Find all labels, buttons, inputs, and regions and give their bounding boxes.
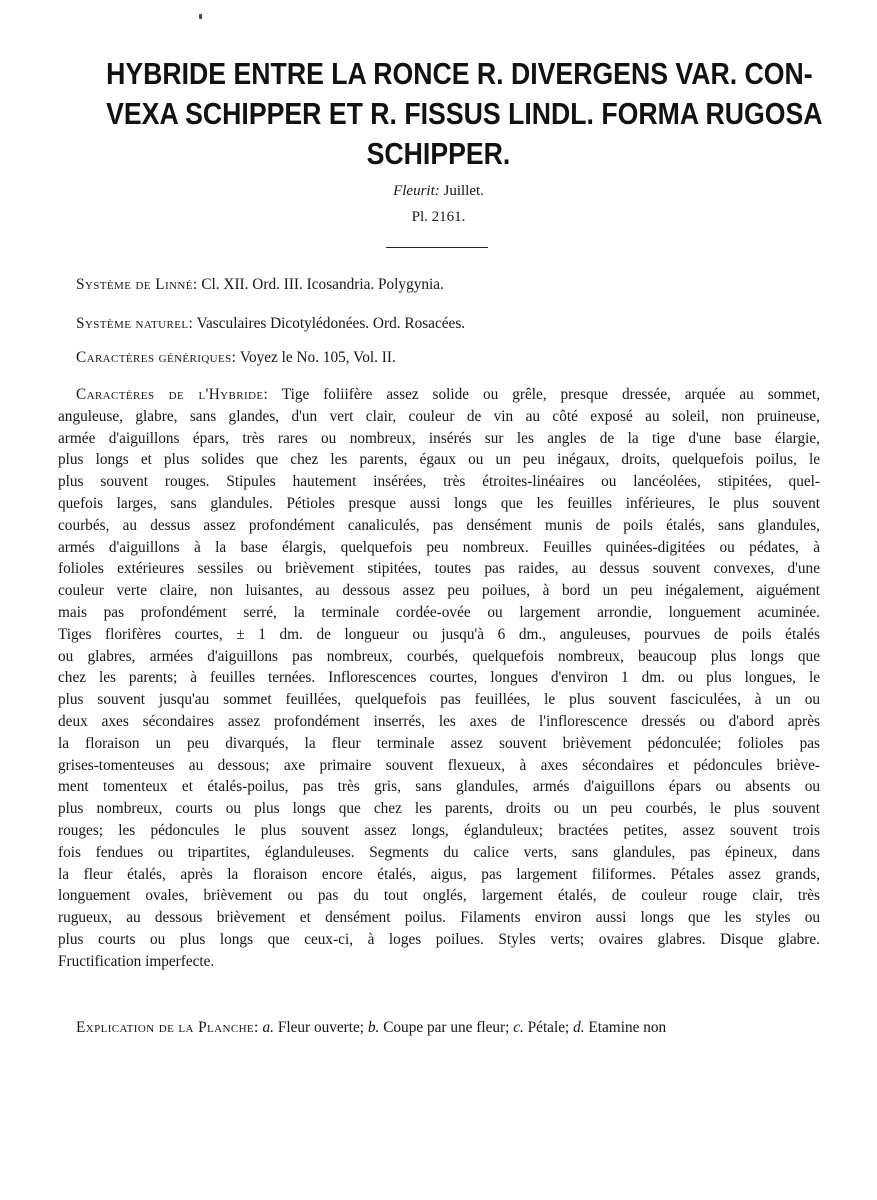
page-title [106,54,823,174]
hybrid-text-line: ou glabres, armées d'aiguillons pas nombreux, courbés, quelquefois nombreux, beaucoup plus longs que [58,647,820,665]
hybrid-text-line: Tiges florifères courtes, ± 1 dm. de longueur ou jusqu'à 6 dm., anguleuses, pourvues de poils étalés [58,625,820,643]
linne-system [58,274,838,296]
hybrid-text-line: ment tomenteux et étalés-poilus, pas très gris, sans glandules, armés d'aiguillons épars ou absents ou [58,778,820,796]
flowering-info [0,181,877,201]
hybrid-text-line: folioles extérieures sessiles ou brièvement stipitées, toutes pas raides, au dessus souvent convexes, d'une [58,560,820,578]
explication-key: a. [262,1019,274,1036]
explication-text: Etamine non [588,1019,667,1036]
hybrid-text-line: courbés, au dessus assez profondément canaliculés, pas densément munis de poils étalés, sans glandules, [58,516,820,534]
title-line-1: HYBRIDE ENTRE LA RONCE R. DIVERGENS VAR. CON- [106,56,813,91]
hybrid-label: Caractères de l'Hybride: [76,386,269,403]
explication-text: Coupe par une fleur; [383,1019,510,1036]
hybrid-body [58,406,820,973]
hybrid-text-line: plus nombreux, courts ou plus longs que chez les parents, droits ou un peu courbés, le plus souvent [58,800,820,818]
flowering-label: Fleurit: [393,183,440,199]
hybrid-text-line: armés d'aiguillons à la base élargis, quelquefois peu nombreux. Feuilles quinées-digitées ou pédates, à [58,538,820,556]
title-divider [386,247,488,248]
hybrid-text-line: plus souvent jusqu'au sommet feuillées, quelquefois pas feuillées, le plus souvent fasciculées, à un ou [58,691,820,709]
naturel-text: Vasculaires Dicotylédonées. Ord. Rosacées. [196,315,466,332]
hybrid-text-line: plus souvent rouges. Stipules hautement insérées, très étroites-linéaires ou lancéolées, stipitées, quel- [58,473,820,491]
hybrid-text-line: chez les parents; à feuilles ternées. Inflorescences courtes, longues d'environ 1 dm. ou plus longues, le [58,669,820,687]
title-line-3: SCHIPPER. [366,136,511,171]
hybrid-text-line: fois fendues ou tripartites, églanduleuses. Segments du calice verts, sans glandules, pas épineux, dans [58,843,820,861]
hybrid-characters [58,384,820,973]
explication-label: Explication de la Planche: [76,1019,259,1036]
hybrid-text-line: la floraison un peu divarqués, la fleur terminale assez souvent brièvement pédonculée; folioles pas [58,734,820,752]
generic-characters [58,347,838,369]
explication-key: d. [573,1019,585,1036]
flowering-value: Juillet. [443,183,484,199]
generiques-text: Voyez le No. 105, Vol. II. [239,349,396,366]
explication-key: b. [367,1019,380,1036]
explication-text: Fleur ouverte; [277,1019,365,1036]
plate-number: Pl. 2161. [411,209,466,225]
hybrid-text-line: rugueux, au dessous brièvement et densément poilus. Filaments environ aussi longs que les styles ou [58,909,820,927]
hybrid-text-line: couleur verte claire, non luisantes, au dessous assez peu poilues, à bord un peu inégalement, aiguément [58,582,820,600]
hybrid-text-line: grises-tomenteuses au dessous; axe primaire souvent flexueux, à axes sécondaires et pédoncules briève- [58,756,820,774]
hybrid-text-line: armée d'aiguillons épars, très rares ou nombreux, insérés sur les angles de la tige d'une base élargie, [58,429,820,447]
explication-key: c. [513,1019,524,1036]
title-line-2: VEXA SCHIPPER ET R. FISSUS LINDL. FORMA RUGOSA [106,96,823,131]
explication-items [263,1019,667,1036]
linne-label: Système de Linné: [76,276,198,293]
hybrid-text-line: plus longs et plus solides que chez les parents, égaux ou un peu inégaux, droits, quelquefois poilus, le [58,451,820,469]
natural-system [58,313,838,335]
hybrid-text-line: quefois larges, sans glandules. Pétioles presque aussi longs que les feuilles inférieures, le plus souvent [58,494,820,512]
hybrid-text-line: Fructification imperfecte. [58,952,215,970]
generiques-label: Caractères génériques: [76,349,237,366]
ink-speck [199,14,202,19]
hybrid-text-line: deux axes sécondaires assez profondément inserrés, les axes de l'inflorescence dressés ou d'abord après [58,712,820,730]
explication-text: Pétale; [527,1019,570,1036]
hybrid-first-line [58,384,820,406]
hybrid-first-text: Tige foliifère assez solide ou grêle, presque dressée, arquée au sommet, [281,386,820,403]
hybrid-text-line: longuement ovales, brièvement ou pas du tout onglés, largement étalés, de couleur rouge clair, très [58,887,820,905]
naturel-label: Système naturel: [76,315,194,332]
hybrid-text-line: plus courts ou plus longs que ceux-ci, à loges poilues. Styles verts; ovaires glabres. Disque glabre. [58,930,820,948]
hybrid-text-line: rouges; les pédoncules le plus souvent assez longs, églanduleux; bractées petites, assez souvent trois [58,821,820,839]
linne-text: Cl. XII. Ord. III. Icosandria. Polygynia. [201,276,444,293]
plate-explanation [58,1017,838,1039]
hybrid-text-line: anguleuse, glabre, sans glandes, d'un vert clair, couleur de vin au côté exposé au soleil, non pruineuse, [58,407,820,425]
hybrid-text-line: mais pas profondément serré, la terminale cordée-ovée ou largement arrondie, longuement acuminée. [58,603,820,621]
hybrid-text-line: la fleur étalés, après la floraison encore étalés, aigus, pas largement filiformes. Pétales assez grands, [58,865,820,883]
